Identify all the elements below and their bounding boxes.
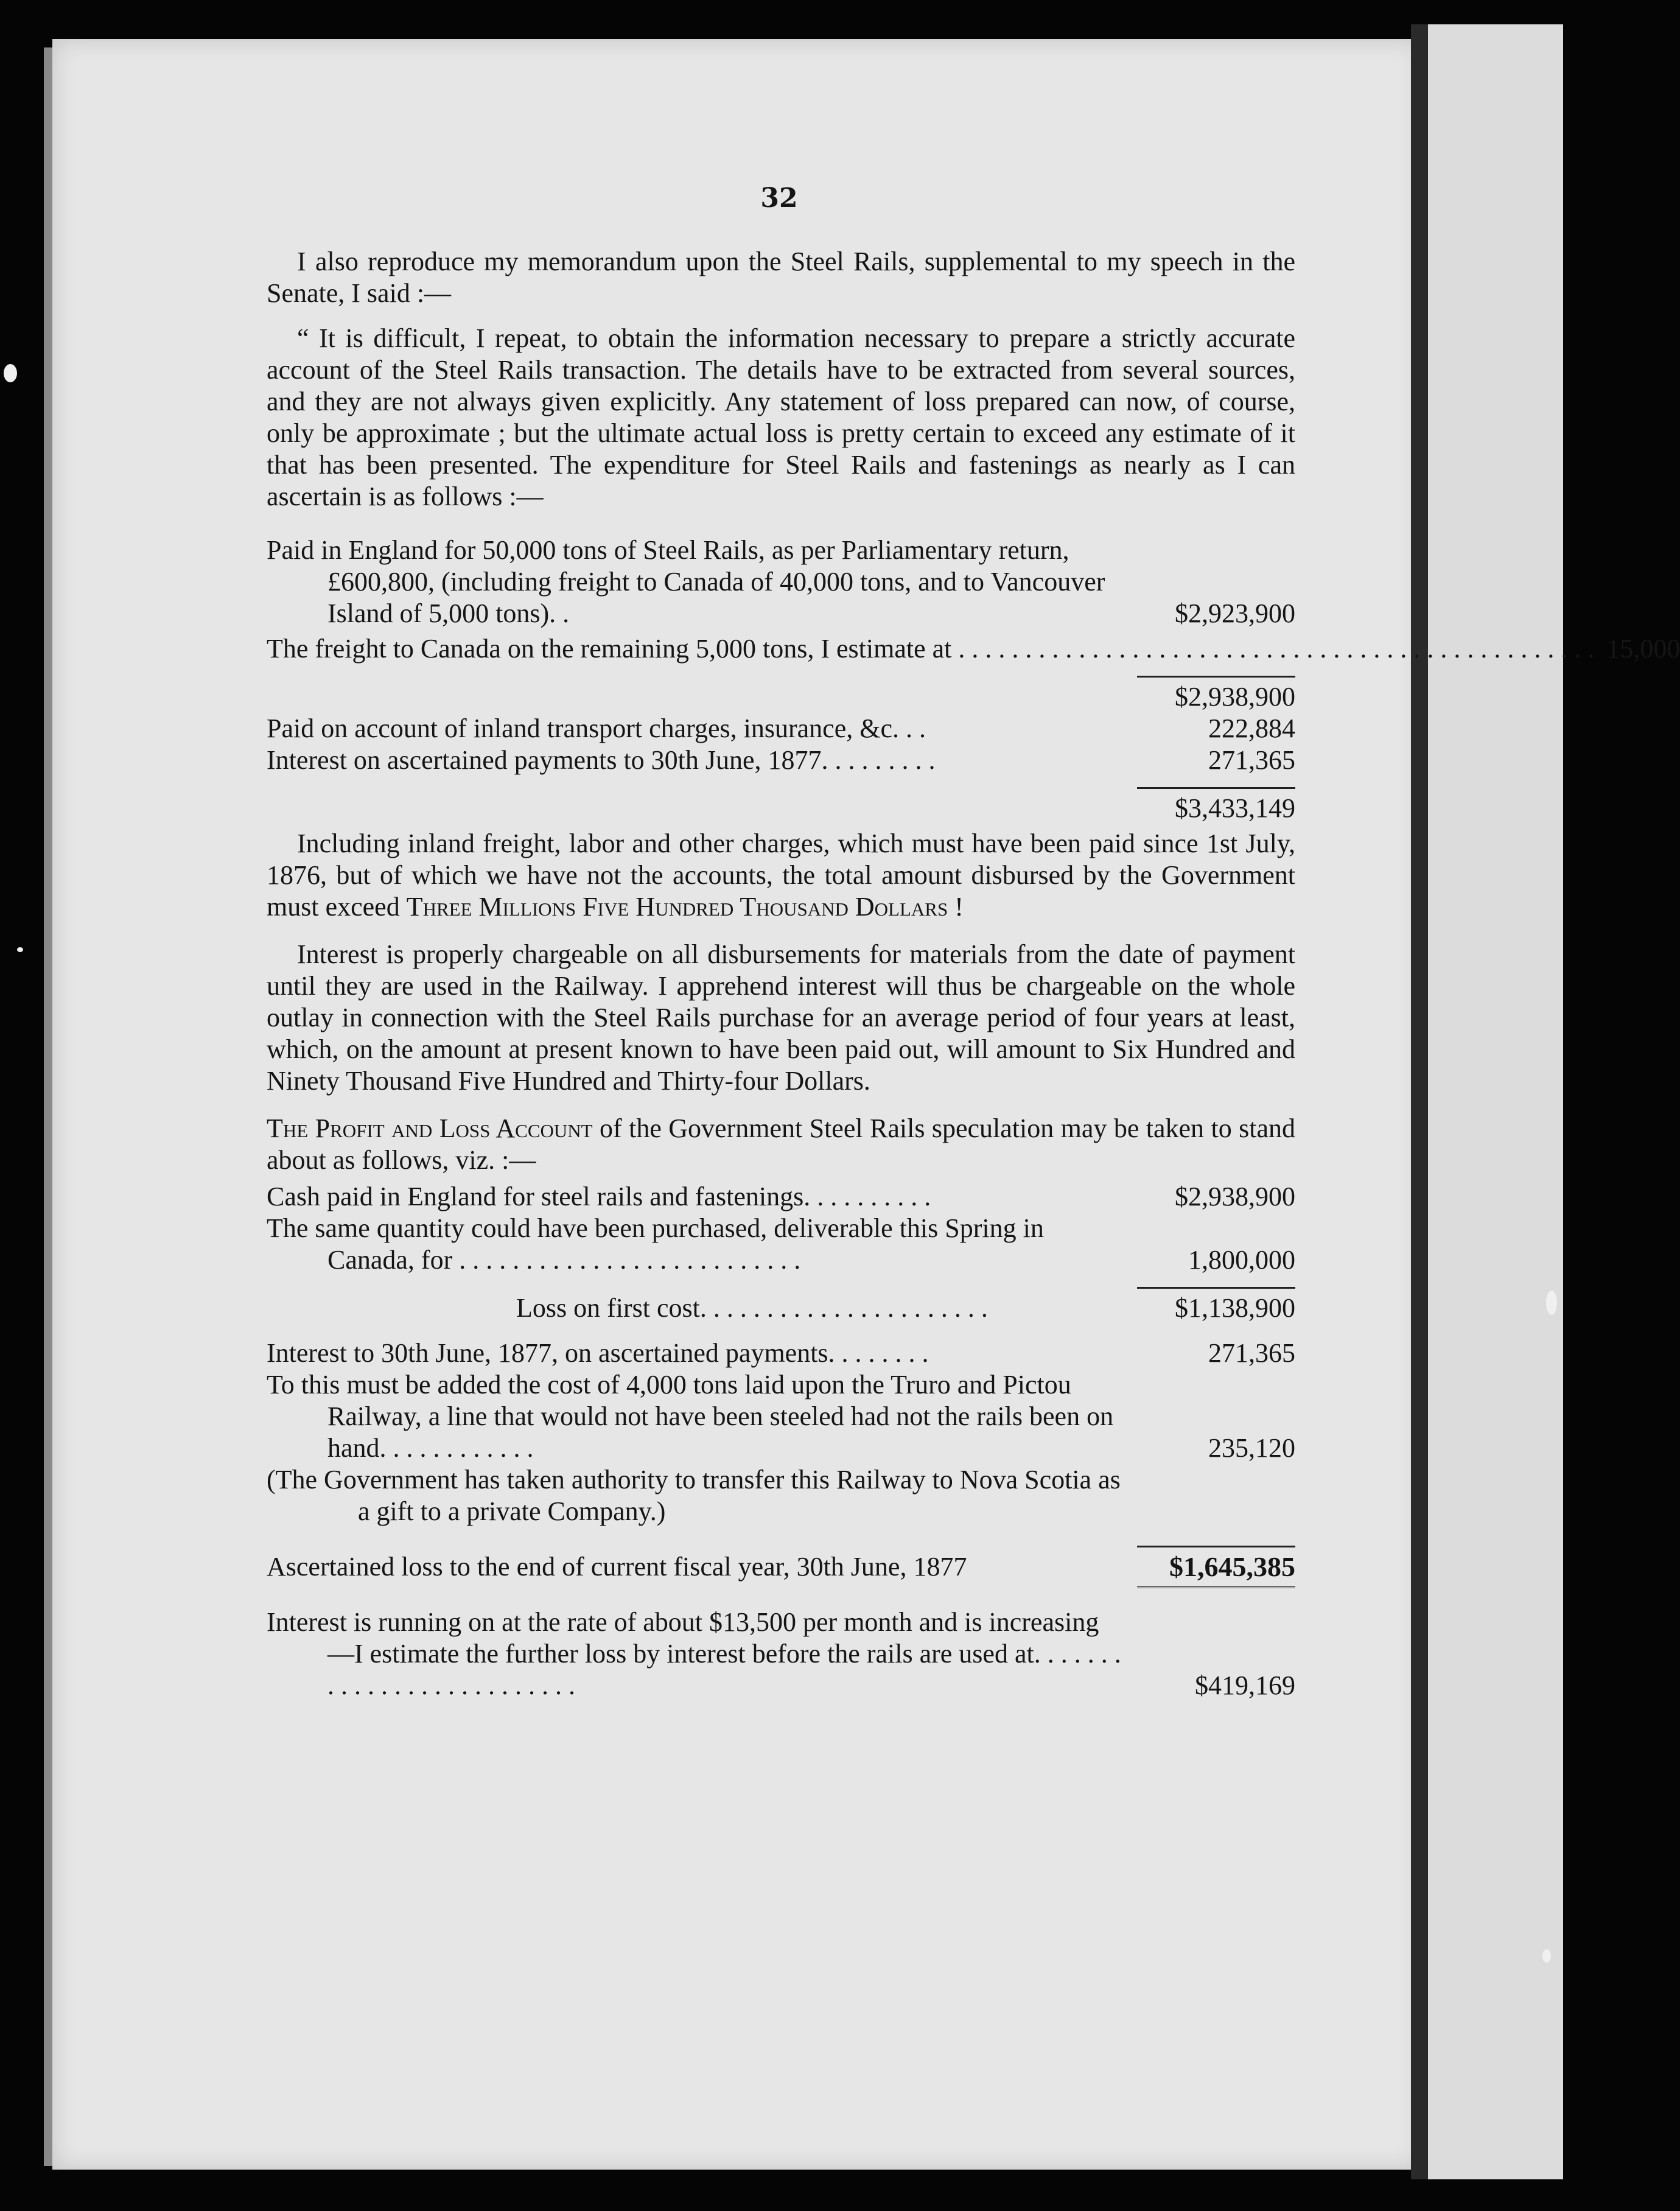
profit-loss-intro-text: of the Government Steel Rails speculation may be taken to stand about as follows, viz. :— bbox=[267, 1113, 1295, 1175]
loss-label: Loss on first cost. . . . . . . . . . . . . . . . . . . . . . bbox=[516, 1293, 988, 1323]
account-row bbox=[267, 1337, 1295, 1369]
including-end: ! bbox=[948, 892, 964, 922]
expenditure-account bbox=[267, 534, 1680, 824]
account-row-label: Paid on account of inland transport charges, insurance, &c. . . bbox=[267, 713, 926, 743]
page-body bbox=[267, 183, 1680, 1701]
running-row bbox=[267, 1607, 1295, 1701]
note-row bbox=[267, 1464, 1295, 1527]
subtotal-row bbox=[267, 681, 1295, 713]
total-row bbox=[267, 793, 1295, 824]
loss-row bbox=[267, 1292, 1295, 1324]
account-row bbox=[267, 713, 1295, 745]
account-row-label: The same quantity could have been purchased, deliverable this Spring in Canada, for . . . . . . . . . . . . . . . . . . . . . . . . . . bbox=[267, 1213, 1044, 1275]
sum-rule bbox=[267, 676, 1295, 678]
account-row-amount: 235,120 bbox=[1208, 1433, 1295, 1463]
ascertained-row bbox=[267, 1551, 1295, 1583]
sum-rule bbox=[267, 1546, 1295, 1547]
ascertained-amount: $1,645,385 bbox=[1169, 1551, 1295, 1582]
account-row-label: Interest to 30th June, 1877, on ascertained payments. . . . . . . . bbox=[267, 1338, 929, 1368]
account-row bbox=[267, 1369, 1295, 1464]
book-gutter bbox=[1411, 24, 1428, 2179]
note-text: (The Government has taken authority to transfer this Railway to Nova Scotia as a gift to a private Company.) bbox=[267, 1465, 1121, 1526]
sum-rule bbox=[267, 1287, 1295, 1289]
account-row-label: Paid in England for 50,000 tons of Steel Rails, as per Parliamentary return, £600,800, (including freight to Canada of 40,000 tons, and to Vancouver Island of 5,000 tons). . bbox=[267, 535, 1105, 628]
account-row bbox=[267, 1181, 1295, 1213]
account-row bbox=[267, 633, 1680, 665]
sum-rule bbox=[267, 787, 1295, 789]
intro-paragraph bbox=[267, 246, 1295, 309]
running-amount: $419,169 bbox=[1195, 1670, 1295, 1700]
running-label: Interest is running on at the rate of about $13,500 per month and is increasing—I estimate the further loss by interest before the rails are used at. . . . . . . . . . . . . . . . . . . . . . . . . . bbox=[267, 1607, 1121, 1700]
account-row-amount: 15,000 bbox=[1606, 634, 1680, 664]
account-row-label: To this must be added the cost of 4,000 tons laid upon the Truro and Pictou Railway, a line that would not have been steeled had not the rails been on hand. . . . . . . . . . . . bbox=[267, 1370, 1114, 1463]
interest-paragraph bbox=[267, 939, 1295, 1097]
ascertained-label: Ascertained loss to the end of current fiscal year, 30th June, 1877 bbox=[267, 1552, 967, 1582]
account-row-amount: $2,938,900 bbox=[1175, 1182, 1295, 1211]
account-row bbox=[267, 534, 1295, 629]
account-row-amount: 271,365 bbox=[1208, 745, 1295, 775]
subtotal-amount: $2,938,900 bbox=[1175, 682, 1295, 712]
sum-rule-double bbox=[267, 1586, 1295, 1592]
account-row-amount: 1,800,000 bbox=[1188, 1245, 1295, 1275]
facing-page-edge bbox=[1428, 24, 1563, 2179]
account-row-label: The freight to Canada on the remaining 5,000 tons, I estimate at . . . . . . . . . . . . . . . . . . . . . . . . . . . . . . . . . . . . . . . . . . . . . . . . bbox=[267, 634, 1595, 664]
profit-loss-heading: The Profit and Loss Account bbox=[267, 1113, 593, 1143]
page-number: 32 bbox=[760, 183, 798, 214]
profit-loss-intro bbox=[267, 1113, 1295, 1176]
intro-text: I also reproduce my memorandum upon the Steel Rails, supplemental to my speech in the Senate, I said :— bbox=[267, 247, 1295, 308]
loss-amount: $1,138,900 bbox=[1175, 1293, 1295, 1323]
account-row-label: Cash paid in England for steel rails and fastenings. . . . . . . . . . bbox=[267, 1182, 931, 1211]
account-row-amount: 222,884 bbox=[1208, 713, 1295, 743]
total-amount: $3,433,149 bbox=[1175, 793, 1295, 823]
account-row bbox=[267, 745, 1295, 776]
interest-text: Interest is properly chargeable on all disbursements for materials from the date of payment until they are used in the Railway. I apprehend interest will thus be chargeable on the whole outlay in connection with the Steel Rails purchase for an average period of four years at least, which, on the amount at present known to have been paid out, will amount to Six Hundred and Ninety Thousand Five Hundred and Thirty-four Dollars. bbox=[267, 939, 1295, 1096]
including-text: Including inland freight, labor and other charges, which must have been paid since 1st July, 1876, but of which we have not the accounts, the total amount disbursed by the Government must exceed bbox=[267, 829, 1295, 922]
quote-paragraph bbox=[267, 323, 1295, 513]
account-row-amount: 271,365 bbox=[1208, 1338, 1295, 1368]
account-row-label: Interest on ascertained payments to 30th June, 1877. . . . . . . . . bbox=[267, 745, 936, 775]
account-row-amount: $2,923,900 bbox=[1175, 598, 1295, 628]
including-paragraph bbox=[267, 828, 1295, 923]
account-row bbox=[267, 1213, 1295, 1276]
quote-text: “ It is difficult, I repeat, to obtain the information necessary to prepare a strictly accurate account of the Steel Rails transaction. The details have to be extracted from several sources, and they are not always given explicitly. Any statement of loss prepared can now, of course, only be approximate ; but the ultimate actual loss is pretty certain to exceed any estimate of it that has been presented. The expenditure for Steel Rails and fastenings as nearly as I can ascertain is as follows :— bbox=[267, 323, 1295, 511]
profit-loss-account bbox=[267, 1181, 1295, 1701]
including-emphasis: Three Millions Five Hundred Thousand Dollars bbox=[406, 892, 948, 922]
